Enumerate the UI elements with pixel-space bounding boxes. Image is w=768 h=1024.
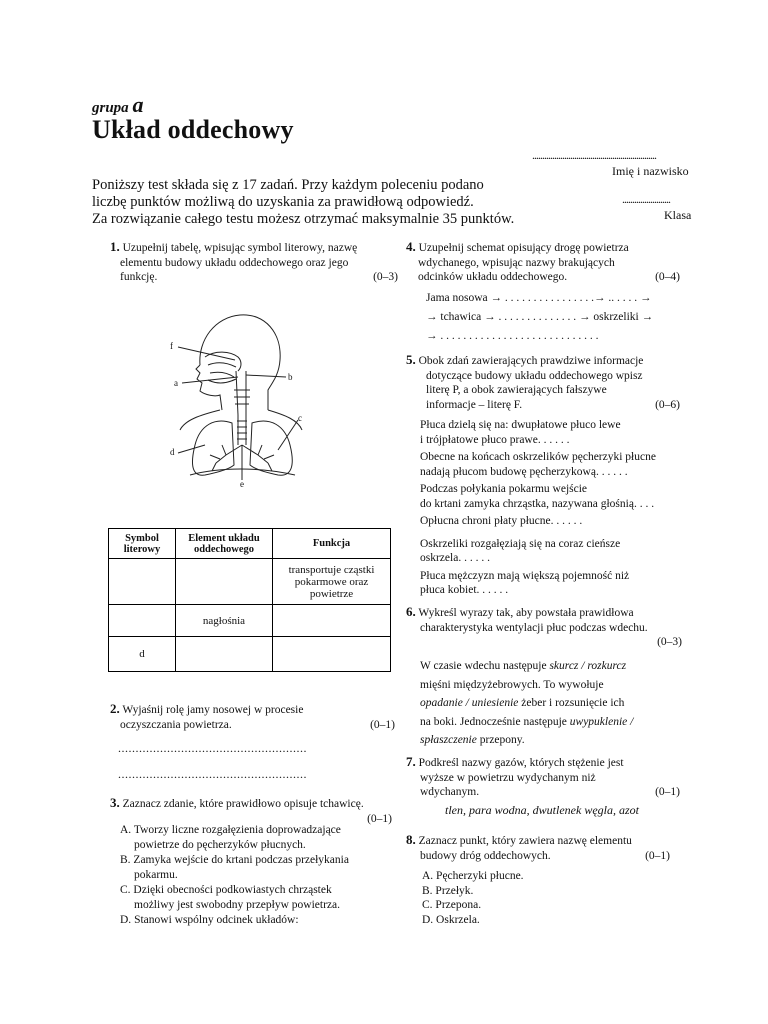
page-title: Układ oddechowy (92, 115, 294, 144)
question-6-text (420, 657, 690, 750)
scheme-line[interactable]: Jama nosowa → . . . . . . . . . . . . . . . .→ .. . . . . → (426, 292, 652, 304)
table-header: Symbol literowy (109, 529, 176, 559)
text: żeber i rozsunięcie ich (518, 697, 625, 709)
question-4 (406, 240, 682, 285)
statement[interactable] (420, 569, 690, 598)
question-1 (110, 240, 400, 285)
group-prefix: grupa (92, 100, 129, 116)
option-text: możliwy jest swobodny przepływ powietrza. (134, 899, 340, 911)
statement-text: Płuca mężczyzn mają większą pojemność niż (420, 569, 630, 582)
question-text: wdychanego, wpisując nazwy brakujących (418, 256, 615, 269)
points: (0–1) (367, 812, 392, 825)
question-text: Wyjaśnij rolę jamy nosowej w procesie (122, 704, 304, 716)
table-cell[interactable] (109, 605, 176, 637)
text: przepony. (476, 734, 525, 746)
option-d[interactable]: D. Oskrzela. (422, 913, 480, 926)
figure-label-a: a (174, 378, 178, 388)
statement-text: i trójpłatowe płuco prawe. . . . . . (420, 433, 570, 446)
choice-words[interactable]: uwypuklenie / (569, 715, 634, 728)
table-row (109, 605, 391, 637)
points: (0–6) (655, 398, 680, 411)
option-text: Tworzy liczne rozgałęzienia doprowadzające (133, 824, 341, 836)
scheme-line[interactable]: → tchawica → . . . . . . . . . . . . . . → oskrzeliki → (426, 311, 654, 323)
figure-label-e: e (240, 479, 244, 489)
name-label: Imię i nazwisko (612, 164, 689, 178)
table-cell[interactable] (176, 637, 273, 672)
question-number: 5. (406, 352, 416, 367)
question-text: Obok zdań zawierających prawdziwe informacje (418, 355, 644, 367)
option-c[interactable]: C. Przepona. (422, 899, 482, 911)
choice-words[interactable]: spłaszczenie (420, 734, 477, 746)
option-b[interactable]: B. Przełyk. (422, 884, 474, 897)
intro-text (92, 177, 532, 228)
intro-line: Za rozwiązanie całego testu możesz otrzymać maksymalnie 35 punktów. (92, 211, 515, 227)
gas-list[interactable]: tlen, para wodna, dwutlenek węgla, azot (445, 803, 639, 817)
question-text: Uzupełnij schemat opisujący drogę powietrza (418, 242, 629, 254)
statement-text: nadają płucom budowę pęcherzykową. . . . . . (420, 465, 628, 478)
intro-line: liczbę punktów możliwą do uzyskania za prawidłową odpowiedź. (92, 194, 474, 210)
question-text: odcinków układu oddechowego. (418, 271, 568, 283)
question-text: Zaznacz zdanie, które prawidłowo opisuje tchawicę. (122, 798, 364, 810)
name-dots[interactable]: .............................................................. (532, 148, 656, 162)
points: (0–1) (370, 718, 395, 731)
question-number: 7. (406, 754, 416, 769)
text: W czasie wdechu następuje (420, 660, 550, 672)
question-5-statements (420, 418, 690, 598)
choice-words[interactable]: skurcz / rozkurcz (549, 660, 627, 672)
points: (0–3) (373, 271, 398, 283)
option-b[interactable] (120, 853, 400, 868)
question-number: 3. (110, 795, 120, 810)
statement-text: płuca kobiet. . . . . . (420, 584, 509, 596)
question-text: wyższe w powietrzu wydychanym niż (420, 771, 596, 784)
statement[interactable] (420, 537, 690, 566)
table-cell: nagłośnia (176, 605, 273, 637)
table-row (109, 559, 391, 605)
question-text: elementu budowy układu oddechowego oraz jego (120, 256, 349, 269)
answer-line[interactable]: ...................................................... (118, 741, 307, 755)
question-4-scheme (426, 289, 686, 346)
statement-text: Obecne na końcach oskrzelików pęcherzyki płucne (420, 451, 656, 463)
option-text: Dzięki obecności podkowiastych chrząstek (133, 884, 332, 896)
option-text: Zamyka wejście do krtani podczas przełykania (133, 854, 349, 866)
option-text: pokarmu. (134, 869, 178, 881)
question-3 (110, 796, 392, 826)
question-text: literę P, a obok zawierających fałszywe (426, 384, 607, 396)
statement[interactable] (420, 514, 690, 529)
table-header: Element układu oddechowego (176, 529, 273, 559)
statement-text: Oskrzeliki rozgałęziają się na coraz cieńsze (420, 537, 621, 550)
option-label: B. (120, 854, 131, 866)
question-3-options (120, 823, 400, 928)
option-text: powietrze do pęcherzyków płucnych. (134, 839, 306, 851)
option-d[interactable] (120, 913, 400, 928)
question-text: Zaznacz punkt, który zawiera nazwę elementu (418, 835, 632, 847)
text: na boki. Jednocześnie następuje (420, 715, 570, 728)
respiratory-system-figure (160, 305, 320, 490)
option-a[interactable] (120, 823, 400, 838)
table-cell[interactable] (176, 559, 273, 605)
option-label: C. (120, 884, 131, 896)
question-7 (406, 755, 682, 800)
table-cell[interactable] (109, 559, 176, 605)
question-text: wdychanym. (420, 786, 480, 798)
question-5 (406, 353, 682, 412)
points: (0–1) (655, 786, 680, 798)
question-8 (406, 833, 682, 863)
question-6 (406, 605, 682, 650)
question-text: budowy dróg oddechowych. (420, 849, 551, 862)
table-cell[interactable] (273, 637, 391, 672)
question-text: informacje – literę F. (426, 398, 523, 411)
text: mięśni międzyżebrowych. To wywołuje (420, 678, 604, 691)
figure-label-f: f (170, 341, 173, 351)
class-dots[interactable]: ........................ (622, 192, 670, 206)
table-header: Funkcja (273, 529, 391, 559)
class-label: Klasa (664, 208, 692, 222)
statement-text: Płuca dzielą się na: dwupłatowe płuco lewe (420, 419, 621, 431)
figure-label-c: c (298, 413, 302, 423)
question-text: Uzupełnij tabelę, wpisując symbol literowy, nazwę (122, 242, 358, 254)
question-2 (110, 702, 395, 732)
intro-line: Poniższy test składa się z 17 zadań. Przy każdym poleceniu podano (92, 177, 484, 193)
question-number: 2. (110, 701, 120, 716)
question-text: Wykreśl wyrazy tak, aby powstała prawidłowa (418, 607, 634, 619)
statement-text: oskrzela. . . . . . (420, 552, 490, 564)
question-text: dotyczące budowy układu oddechowego wpisz (426, 369, 643, 382)
question-text: charakterystyka wentylacji płuc podczas wdechu. (420, 621, 648, 634)
option-a[interactable]: A. Pęcherzyki płucne. (422, 870, 524, 882)
option-text: Stanowi wspólny odcinek układów: (134, 914, 299, 926)
group-letter: a (132, 92, 144, 117)
answer-line[interactable]: ...................................................... (118, 767, 307, 781)
scheme-line[interactable]: → . . . . . . . . . . . . . . . . . . . . . . . . . . . . (426, 330, 599, 342)
question-1-table (108, 528, 391, 672)
question-text: oczyszczania powietrza. (120, 718, 232, 731)
points: (0–1) (645, 849, 670, 862)
points: (0–4) (655, 271, 680, 283)
question-text: Podkreśl nazwy gazów, których stężenie jest (418, 757, 624, 769)
figure-label-b: b (288, 372, 293, 382)
question-number: 6. (406, 604, 416, 619)
table-cell: d (109, 637, 176, 672)
table-cell[interactable] (273, 605, 391, 637)
question-number: 4. (406, 239, 416, 254)
option-c[interactable] (120, 883, 400, 898)
statement-text: Opłucna chroni płaty płucne. . . . . . (420, 515, 583, 527)
choice-words[interactable]: opadanie / uniesienie (420, 697, 519, 709)
question-8-options (422, 869, 622, 927)
statement[interactable] (420, 418, 690, 447)
table-cell: transportuje cząstki pokarmowe oraz powietrze (273, 559, 391, 605)
question-text: funkcję. (120, 271, 158, 283)
question-number: 1. (110, 239, 120, 254)
statement-text: do krtani zamyka chrząstka, nazywana głośnią. . . . (420, 497, 655, 510)
figure-label-d: d (170, 447, 175, 457)
points: (0–3) (657, 636, 682, 648)
question-number: 8. (406, 832, 416, 847)
statement[interactable] (420, 450, 690, 479)
statement[interactable] (420, 482, 690, 511)
statement-text: Podczas połykania pokarmu wejście (420, 483, 588, 495)
option-label: A. (120, 824, 132, 836)
table-row (109, 637, 391, 672)
option-label: D. (120, 914, 132, 926)
